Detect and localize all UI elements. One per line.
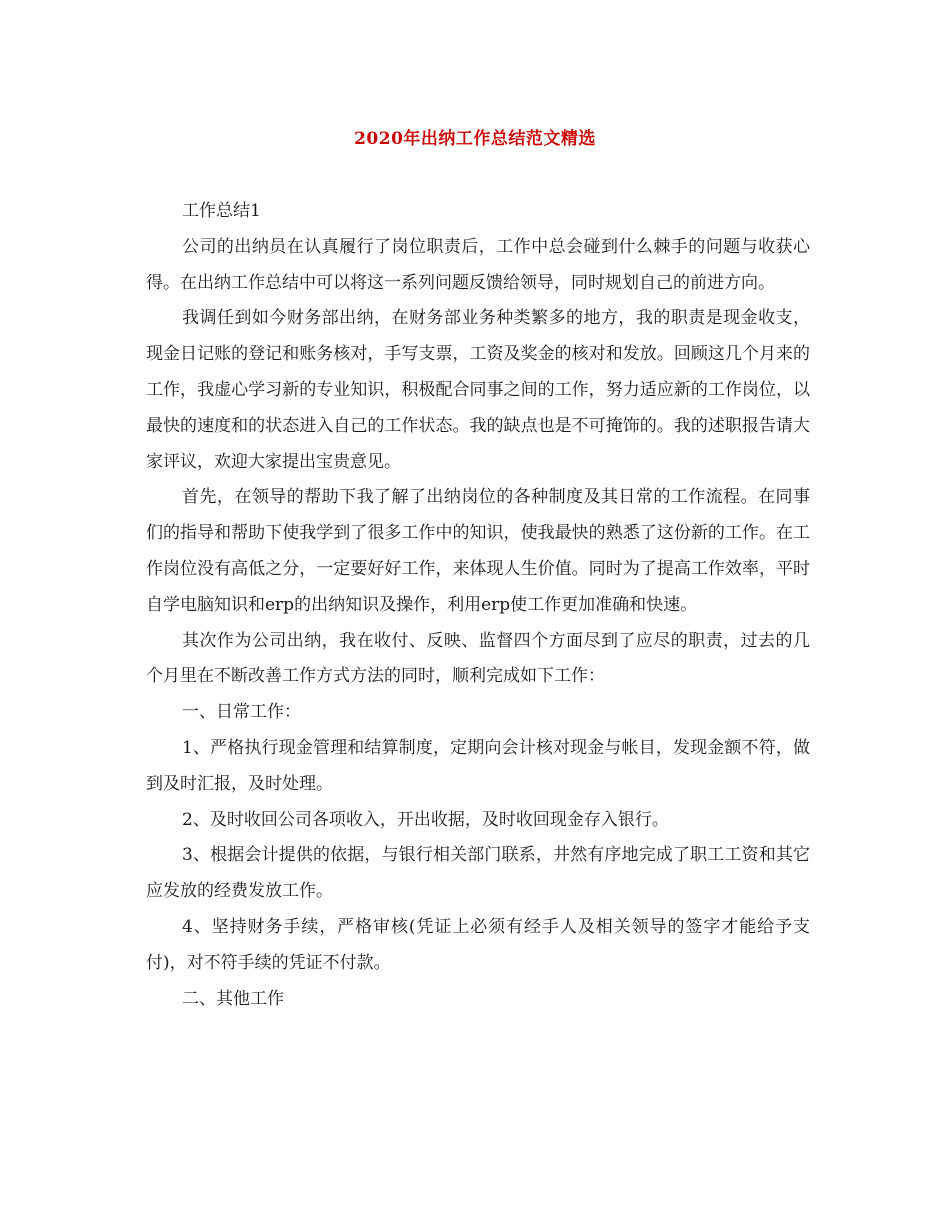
paragraph: 公司的出纳员在认真履行了岗位职责后，工作中总会碰到什么棘手的问题与收获心得。在出纳工作总结中可以将这一系列问题反馈给领导，同时规划自己的前进方向。: [146, 236, 810, 293]
paragraph: 首先，在领导的帮助下我了解了出纳岗位的各种制度及其日常的工作流程。在同事们的指导和帮助下使我学到了很多工作中的知识，使我最快的熟悉了这份新的工作。在工作岗位没有高低之分，一定要好好工作，来体现人生价值。同时为了提高工作效率，平时自学电脑知识和erp的出纳知识及操作，利用erp使工作更加准确和快速。: [146, 487, 810, 615]
list-item: 2、及时收回公司各项收入，开出收据，及时收回现金存入银行。: [182, 809, 669, 830]
section-heading: 一、日常工作：: [182, 702, 301, 723]
document-body: [146, 194, 810, 1017]
list-item: 1、严格执行现金管理和结算制度，定期向会计核对现金与帐目，发现金额不符，做到及时汇报，及时处理。: [146, 737, 810, 794]
section-heading: 二、其他工作: [182, 988, 284, 1009]
paragraph: 我调任到如今财务部出纳，在财务部业务种类繁多的地方，我的职责是现金收支，现金日记账的登记和账务核对，手写支票，工资及奖金的核对和发放。回顾这几个月来的工作，我虚心学习新的专业知识，积极配合同事之间的工作，努力适应新的工作岗位，以最快的速度和的状态进入自己的工作状态。我的缺点也是不可掩饰的。我的述职报告请大家评议，欢迎大家提出宝贵意见。: [146, 308, 810, 472]
list-item: 3、根据会计提供的依据，与银行相关部门联系，井然有序地完成了职工工资和其它应发放的经费发放工作。: [146, 845, 810, 902]
list-item: 4、坚持财务手续，严格审核(凭证上必须有经手人及相关领导的签字才能给予支付)，对不符手续的凭证不付款。: [146, 916, 810, 973]
section-heading: 工作总结1: [182, 201, 261, 221]
document-title: 2020年出纳工作总结范文精选: [354, 129, 596, 149]
paragraph: 其次作为公司出纳，我在收付、反映、监督四个方面尽到了应尽的职责，过去的几个月里在不断改善工作方式方法的同时，顺利完成如下工作：: [146, 630, 810, 687]
